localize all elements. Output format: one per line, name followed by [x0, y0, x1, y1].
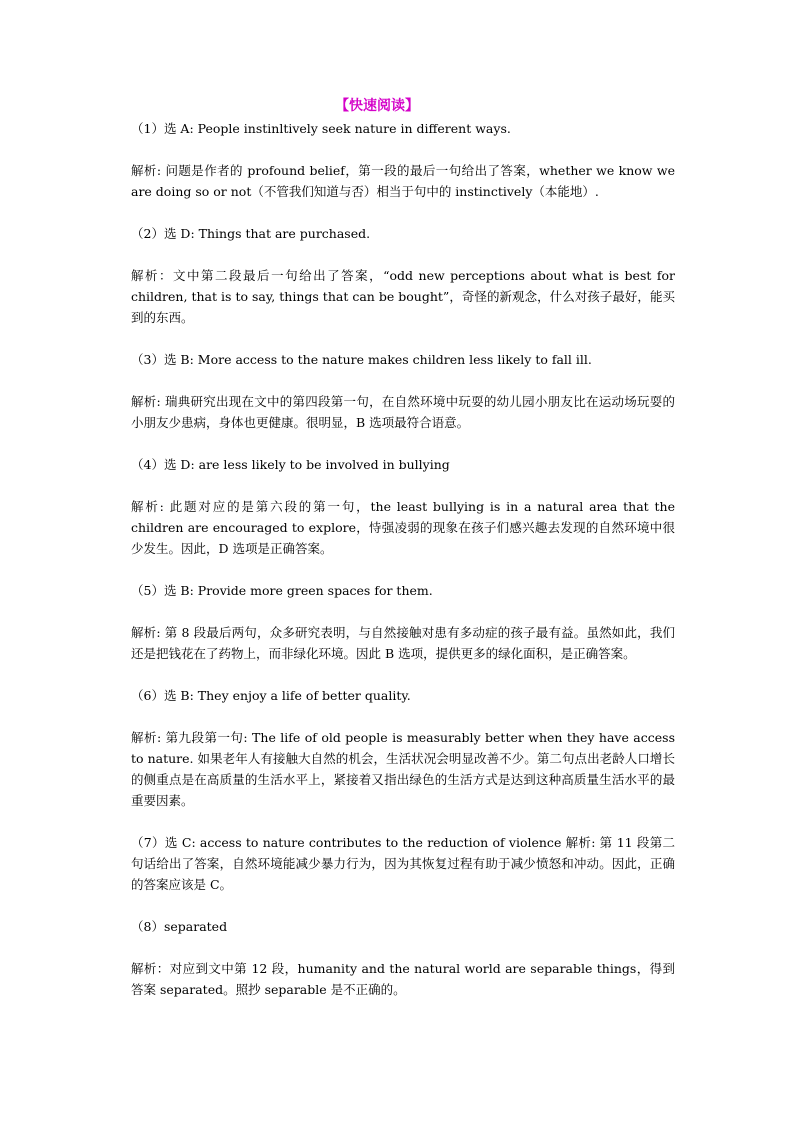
analysis-6: 解析: 第九段第一句: The life of old people is measurably better when they have access to nature. 如果老年人有接触大自然的机会，生活状况会明显改善不少。第二句点出老龄人口增长的侧重点是在高质量的生活水平上，紧接着又指出绿色的生活方式是达到这种高质量生活水平的最重要因素。 — [131, 730, 675, 808]
answer-5: （5）选 B: Provide more green spaces for them. — [131, 583, 433, 598]
analysis-1: 解析: 问题是作者的 profound belief，第一段的最后一句给出了答案，whether we know we are doing so or not（不管我们知道与否）相当于句中的 instinctively（本能地）. — [131, 163, 675, 199]
analysis-2: 解析：文中第二段最后一句给出了答案，“odd new perceptions about what is best for children, that is to say, things that can be bought”，奇怪的新观念，什么对孩子最好，能买到的东西。 — [131, 268, 675, 325]
answer-1: （1）选 A: People instinltively seek nature in different ways. — [131, 121, 511, 136]
analysis-3: 解析: 瑞典研究出现在文中的第四段第一句，在自然环境中玩耍的幼儿园小朋友比在运动场玩耍的小朋友少患病，身体也更健康。很明显，B 选项最符合语意。 — [131, 394, 675, 430]
analysis-4: 解析: 此题对应的是第六段的第一句，the least bullying is in a natural area that the children are encouraged to explore，恃强凌弱的现象在孩子们感兴趣去发现的自然环境中很少发生。因此，D 选项是正确答案。 — [131, 499, 675, 556]
analysis-5: 解析: 第 8 段最后两句，众多研究表明，与自然接触对患有多动症的孩子最有益。虽然如此，我们还是把钱花在了药物上，而非绿化环境。因此 B 选项，提供更多的绿化面积，是正确答案。 — [131, 625, 675, 661]
answer-4: （4）选 D: are less likely to be involved in bullying — [131, 457, 450, 472]
document-page — [131, 96, 675, 1021]
answer-6: （6）选 B: They enjoy a life of better quality. — [131, 688, 411, 703]
answer-3: （3）选 B: More access to the nature makes children less likely to fall ill. — [131, 352, 592, 367]
analysis-8: 解析：对应到文中第 12 段，humanity and the natural world are separable things，得到答案 separated。照抄 separable 是不正确的。 — [131, 961, 675, 997]
answer-2: （2）选 D: Things that are purchased. — [131, 226, 371, 241]
section-title: 【快速阅读】 — [335, 98, 419, 114]
answer-8: （8）separated — [131, 919, 228, 934]
answer-7: （7）选 C: access to nature contributes to the reduction of violence 解析: 第 11 段第二句话给出了答案，自然环境能减少暴力行为，因为其恢复过程有助于减少愤怒和冲动。因此，正确的答案应该是 C。 — [131, 835, 675, 892]
